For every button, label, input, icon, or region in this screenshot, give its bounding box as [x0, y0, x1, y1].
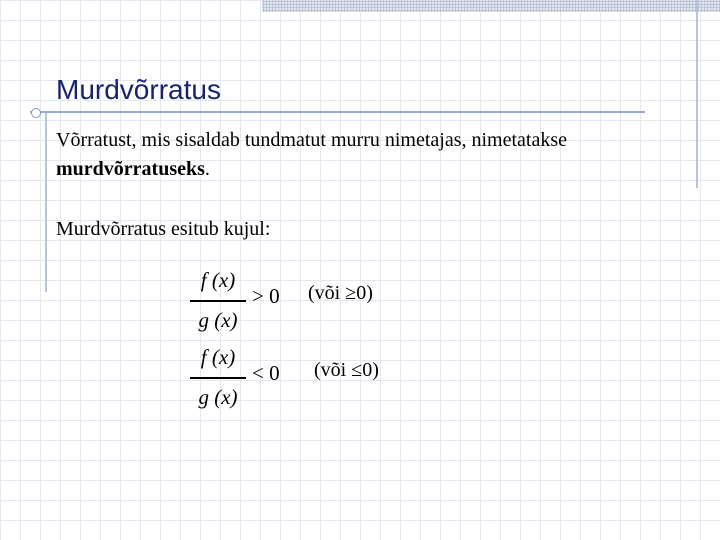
fraction-bar	[190, 300, 246, 302]
fraction-bar	[190, 377, 246, 379]
denominator: g (x)	[198, 385, 238, 409]
definition-text-before: Võrratust, mis sisaldab tundmatut murru nimetajas, nimetatakse	[56, 129, 568, 151]
slide-title: Murdvõrratus	[56, 74, 221, 105]
relation: < 0	[252, 361, 280, 385]
numerator: f (x)	[200, 268, 236, 292]
left-accent-line	[45, 112, 47, 292]
alternative: (või ≤0)	[314, 359, 379, 381]
numerator: f (x)	[200, 345, 236, 369]
definition-text-after: .	[204, 158, 210, 180]
definition-text	[56, 126, 696, 184]
form-intro: Murdvõrratus esitub kujul:	[56, 218, 271, 240]
relation: > 0	[252, 284, 280, 308]
definition-term: murdvõrratuseks	[56, 158, 205, 180]
alternative: (või ≥0)	[308, 282, 373, 304]
decorative-top-band	[262, 0, 720, 12]
right-accent-line	[696, 0, 698, 188]
decorative-ring	[31, 108, 41, 118]
denominator: g (x)	[198, 308, 238, 332]
title-underline	[30, 111, 645, 113]
